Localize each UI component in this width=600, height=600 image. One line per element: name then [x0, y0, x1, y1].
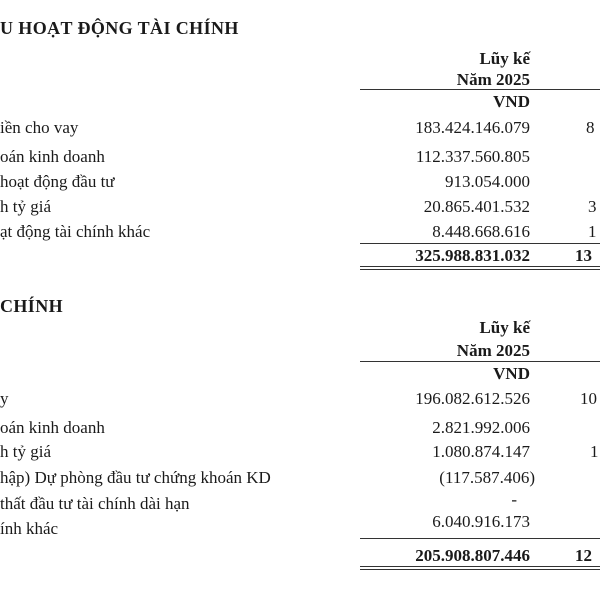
section2-row-label: h tỷ giá	[0, 442, 51, 461]
section2-row-label: ính khác	[0, 519, 59, 538]
section1-total-rule-top	[360, 266, 600, 267]
section2-currency: VND	[493, 364, 530, 383]
section2-row-value: 1.080.874.147	[432, 442, 530, 461]
section2-row-next: 10	[580, 389, 597, 408]
section2-row-value: 6.040.916.173	[432, 512, 530, 531]
section2-row-next: 1	[590, 442, 599, 461]
section2-total-rule-top	[360, 566, 600, 567]
section1-header-cumulative: Lũy kế	[479, 49, 530, 68]
section1-header-year: Năm 2025	[456, 70, 530, 89]
section1-row-label: ạt động tài chính khác	[0, 222, 151, 241]
section1-row-label: h tỷ giá	[0, 197, 51, 216]
section2-row-value: 196.082.612.526	[415, 389, 530, 408]
section1-sum-rule	[360, 243, 600, 244]
section1-row-value: 8.448.668.616	[432, 222, 530, 241]
section1-total-rule-bottom	[360, 269, 600, 270]
section2-row-label: oán kinh doanh	[0, 418, 105, 437]
section2-row-value: 2.821.992.006	[432, 418, 530, 437]
section1-row-value: 183.424.146.079	[415, 118, 530, 137]
section1-currency: VND	[493, 92, 530, 111]
section2-row-label: y	[0, 389, 9, 408]
section1-row-next: 8	[586, 118, 595, 137]
section2-total-value: 205.908.807.446	[415, 546, 530, 565]
section1-row-value: 20.865.401.532	[423, 197, 530, 216]
section1-row-next: 1	[588, 222, 597, 241]
section1-total-value: 325.988.831.032	[415, 246, 530, 265]
section2-total-next: 12	[575, 546, 592, 565]
section1-row-label: hoạt động đầu tư	[0, 172, 115, 191]
section2-header-rule	[360, 361, 600, 362]
section2-row-label: hập) Dự phòng đầu tư chứng khoán KD	[0, 468, 271, 487]
section2-header-cumulative: Lũy kế	[479, 318, 530, 337]
section2-header-year: Năm 2025	[456, 341, 530, 360]
section2-sum-rule	[360, 538, 600, 539]
section1-total-next: 13	[575, 246, 592, 265]
section2-total-rule-bottom	[360, 569, 600, 570]
section2-title: CHÍNH	[0, 296, 64, 316]
section1-row-label: iền cho vay	[0, 118, 79, 137]
section1-title: U HOẠT ĐỘNG TÀI CHÍNH	[0, 18, 239, 38]
section1-row-next: 3	[588, 197, 597, 216]
section1-row-label: oán kinh doanh	[0, 147, 105, 166]
section2-row-value: -	[511, 490, 517, 509]
section1-row-value: 112.337.560.805	[415, 147, 530, 166]
section2-row-label: thất đầu tư tài chính dài hạn	[0, 494, 190, 513]
section1-row-value: 913.054.000	[445, 172, 530, 191]
section1-header-rule	[360, 89, 600, 90]
section2-row-value: (117.587.406)	[439, 468, 535, 487]
